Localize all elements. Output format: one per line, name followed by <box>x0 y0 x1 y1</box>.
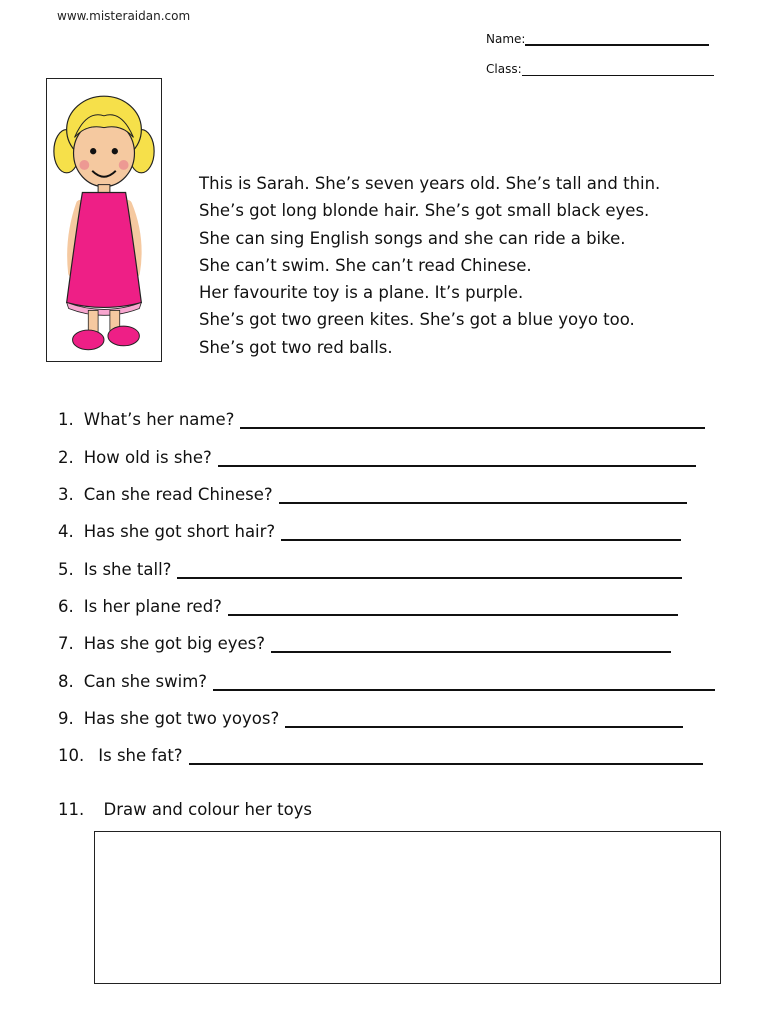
question-number: 4. <box>58 522 74 541</box>
class-label: Class: <box>486 62 522 76</box>
question-text: How old is she? <box>83 448 212 467</box>
story-line: Her favourite toy is a plane. It’s purple. <box>199 283 524 303</box>
question-8 <box>58 672 715 691</box>
answer-line-2[interactable] <box>218 451 696 467</box>
question-number: 8. <box>58 672 74 691</box>
name-field[interactable] <box>486 32 709 46</box>
question-3 <box>58 485 687 504</box>
site-url: www.misteraidan.com <box>57 9 191 23</box>
story-text <box>199 170 660 361</box>
question-number: 1. <box>58 410 74 429</box>
story-line: She can sing English songs and she can ride a bike. <box>199 228 626 248</box>
question-5 <box>58 560 682 579</box>
question-number: 6. <box>58 597 74 616</box>
question-text: Has she got big eyes? <box>83 634 266 653</box>
question-text: Is she tall? <box>83 560 172 579</box>
question-number: 7. <box>58 634 74 653</box>
answer-line-6[interactable] <box>228 600 678 616</box>
question-text: Can she swim? <box>83 672 208 691</box>
sarah-portrait <box>46 78 162 362</box>
story-line: She’s got long blonde hair. She’s got small black eyes. <box>199 201 650 221</box>
story-line: This is Sarah. She’s seven years old. She’s tall and thin. <box>199 174 661 193</box>
question-text: Is her plane red? <box>83 597 222 616</box>
name-label: Name: <box>486 32 526 46</box>
drawing-box[interactable] <box>94 831 721 984</box>
drawing-task-title <box>58 800 312 819</box>
answer-line-8[interactable] <box>213 675 715 691</box>
question-number: 9. <box>58 709 74 728</box>
answer-line-1[interactable] <box>240 413 705 429</box>
story-line: She’s got two green kites. She’s got a blue yoyo too. <box>199 310 635 330</box>
question-2 <box>58 448 696 467</box>
question-number: 10. <box>58 746 85 765</box>
drawing-task-text: Draw and colour her toys <box>103 800 313 819</box>
story-line: She’s got two red balls. <box>199 337 393 357</box>
question-7 <box>58 634 671 653</box>
story-line: She can’t swim. She can’t read Chinese. <box>199 255 532 275</box>
class-line <box>522 63 714 76</box>
girl-cartoon-icon <box>47 79 161 361</box>
answer-line-5[interactable] <box>177 563 682 579</box>
answer-line-10[interactable] <box>189 749 703 765</box>
question-1 <box>58 410 705 429</box>
name-line <box>525 32 709 46</box>
answer-line-7[interactable] <box>271 637 671 653</box>
question-text: Has she got two yoyos? <box>83 709 280 728</box>
question-text: Is she fat? <box>98 746 183 765</box>
question-text: Has she got short hair? <box>83 522 276 541</box>
answer-line-9[interactable] <box>285 712 683 728</box>
class-field[interactable] <box>486 62 714 76</box>
question-4 <box>58 522 681 541</box>
question-number: 2. <box>58 448 74 467</box>
question-number: 5. <box>58 560 74 579</box>
answer-line-4[interactable] <box>281 525 681 541</box>
question-number: 3. <box>58 485 74 504</box>
question-text: Can she read Chinese? <box>83 485 273 504</box>
question-10 <box>58 746 703 765</box>
question-text: What’s her name? <box>83 410 235 429</box>
question-6 <box>58 597 678 616</box>
answer-line-3[interactable] <box>279 488 687 504</box>
question-9 <box>58 709 683 728</box>
drawing-task-number: 11. <box>58 800 85 819</box>
